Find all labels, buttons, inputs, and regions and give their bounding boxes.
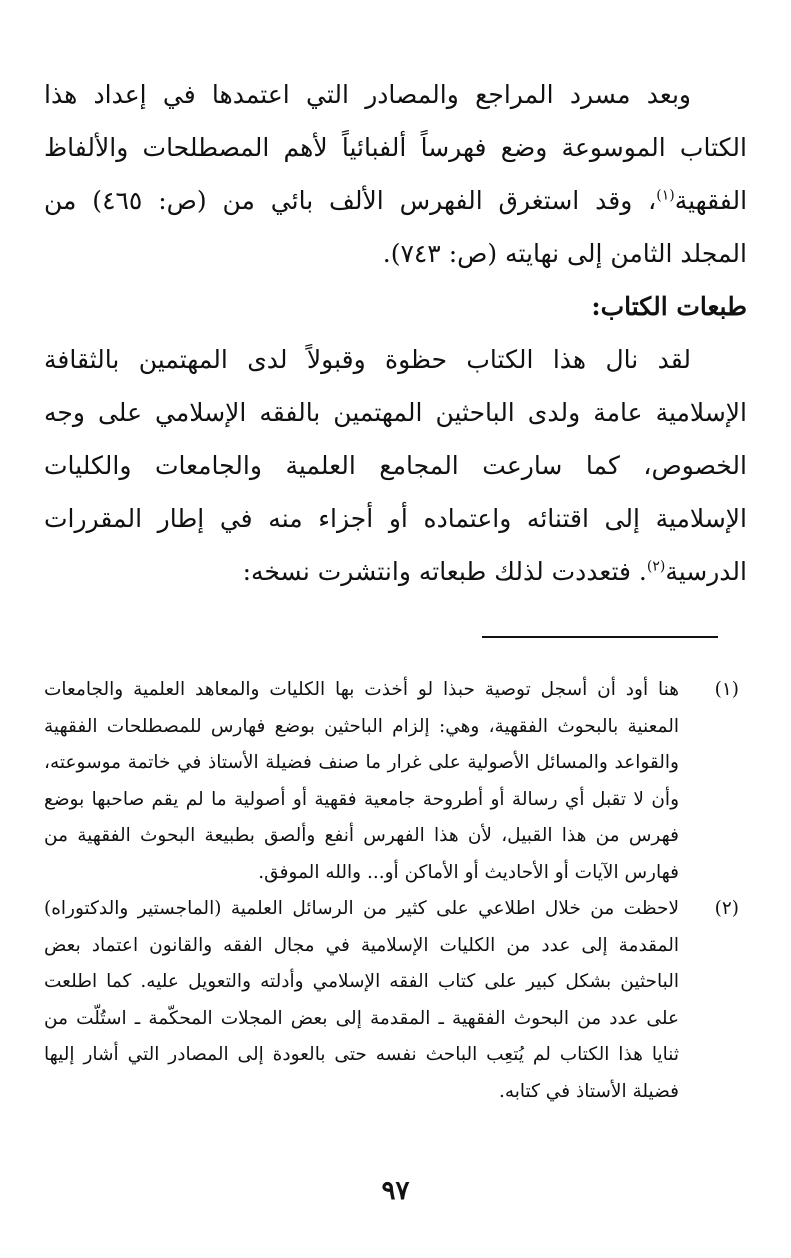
main-text — [44, 68, 747, 598]
page-number: ٩٧ — [381, 1176, 410, 1206]
footnotes — [44, 672, 739, 1110]
paragraph-1-text: وبعد مسرد المراجع والمصادر التي اعتمدها في إعداد هذا الكتاب الموسوعة وضع فهرساً ألفبائياً لأهم المصطلحات والألفاظ الفقهية — [44, 80, 748, 215]
footnote-ref-2: (٢) — [646, 558, 666, 575]
paragraph-1-tail: ، وقد استغرق الفهرس الألف بائي من (ص: ٤٦٥) من المجلد الثامن إلى نهايته (ص: ٧٤٣). — [44, 186, 747, 268]
footnote-divider — [482, 636, 718, 638]
footnote-2 — [44, 891, 739, 1110]
footnote-1 — [44, 672, 739, 891]
footnote-ref-1: (١) — [656, 187, 675, 204]
footnote-number: (٢) — [714, 898, 739, 919]
footnote-text: لاحظت من خلال اطلاعي على كثير من الرسائل العلمية (الماجستير والدكتوراه) المقدمة إلى عدد من الكليات الإسلامية في مجال الفقه والقانون اعتماد بعض الباحثين بشكل كبير على كتاب الفقه الإسلامي وأدلته والتعويل عليه. كما اطلعت على عدد من البحوث الفقهية ـ المقدمة إلى بعض المجلات المحكّمة ـ استُلّت من ثنايا هذا الكتاب لم يُتعِب الباحث نفسه حتى بالعودة إلى المصادر التي أشار إليها فضيلة الأستاذ في كتابه. — [44, 898, 679, 1102]
section-heading: طبعات الكتاب: — [591, 292, 747, 321]
footnote-number: (١) — [714, 679, 739, 700]
footnote-text: هنا أود أن أسجل توصية حبذا لو أخذت بها الكليات والمعاهد العلمية والجامعات المعنية بالبحوث الفقهية، وهي: إلزام الباحثين بوضع فهارس للمصطلحات الفقهية والقواعد والمسائل الأصولية على غرار ما صنف فضيلة الأستاذ في خاتمة موسوعته، وأن لا تقبل أي رسالة أو أطروحة جامعية فقهية أو أصولية ما لم يقم صاحبها بوضع فهرس من هذا القبيل، لأن هذا الفهرس أنفع وألصق بطبيعة البحوث الفقهية من فهارس الآيات أو الأحاديث أو الأماكن أو... والله الموفق. — [44, 679, 679, 883]
paragraph-2 — [44, 333, 747, 598]
paragraph-1 — [44, 68, 747, 280]
paragraph-2-tail: . فتعددت لذلك طبعاته وانتشرت نسخه: — [242, 557, 647, 586]
paragraph-2-text: لقد نال هذا الكتاب حظوة وقبولاً لدى المهتمين بالثقافة الإسلامية عامة ولدى الباحثين المهتمين بالفقه الإسلامي على وجه الخصوص، كما سارعت المجامع العلمية والجامعات والكليات الإسلامية إلى اقتنائه واعتماده أو أجزاء منه في إطار المقررات الدرسية — [44, 345, 747, 586]
